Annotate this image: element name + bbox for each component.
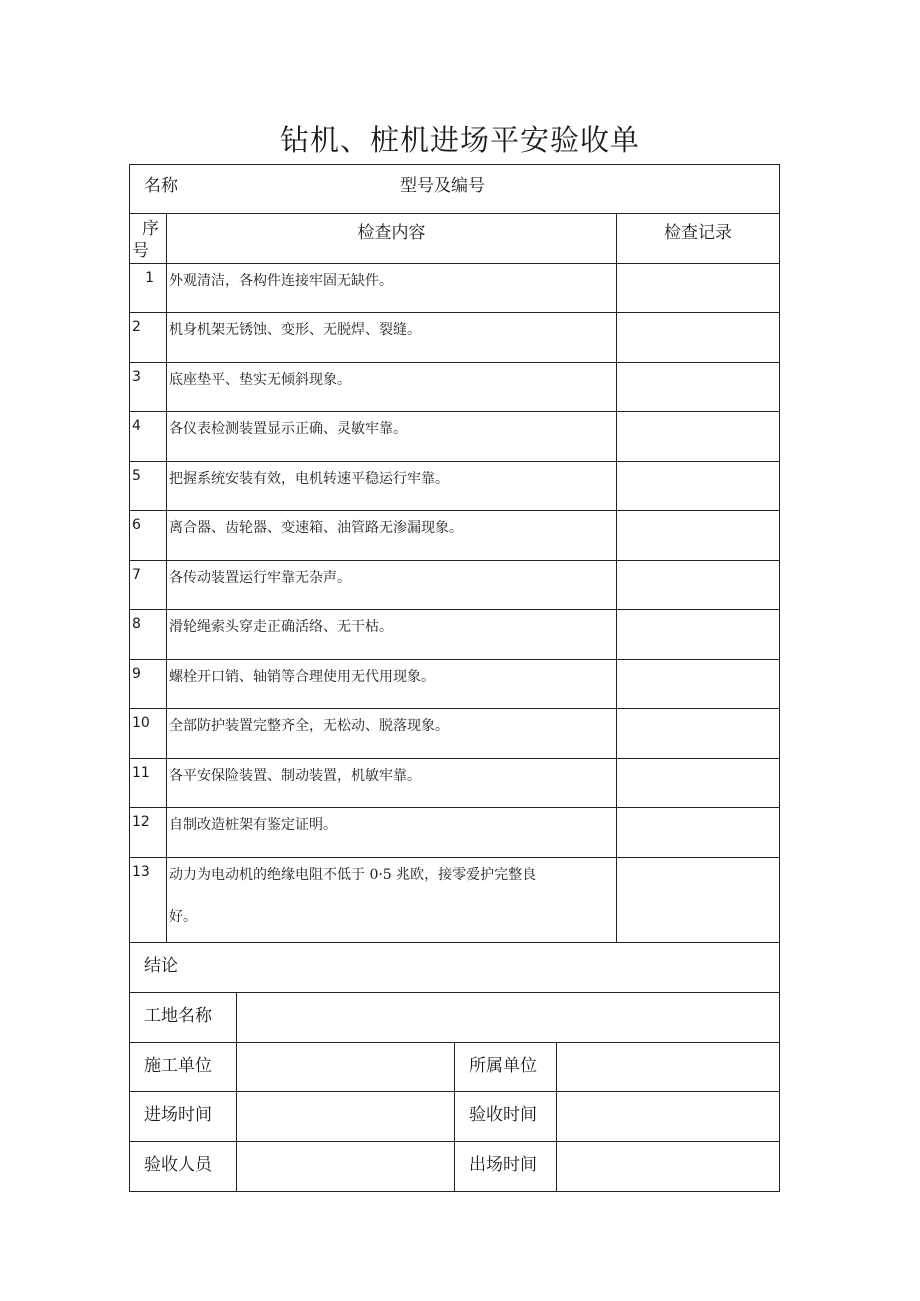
affiliated-unit-value[interactable] [557, 1043, 780, 1092]
record-cell[interactable] [617, 462, 780, 511]
exit-time-value[interactable] [557, 1142, 780, 1192]
name-model-cell[interactable] [130, 165, 780, 214]
item-content-line: 动力为电动机的绝缘电阻不低于 0·5 兆欧，接零爱护完整良 [169, 867, 537, 883]
record-header: 检查记录 [617, 214, 780, 264]
record-cell[interactable] [617, 264, 780, 313]
record-cell[interactable] [617, 759, 780, 808]
table-row [130, 264, 780, 313]
inspection-form [129, 164, 780, 1192]
record-cell[interactable] [617, 561, 780, 610]
construction-unit-value[interactable] [237, 1043, 455, 1092]
entry-time-value[interactable] [237, 1092, 455, 1142]
unit-row [130, 1043, 780, 1092]
item-number: 11 [130, 759, 167, 808]
item-number: 13 [130, 858, 167, 943]
item-content [167, 858, 617, 943]
acceptance-time-value[interactable] [557, 1092, 780, 1142]
item-content: 机身机架无锈蚀、变形、无脱焊、裂缝。 [167, 313, 617, 363]
table-row [130, 412, 780, 462]
site-name-value[interactable] [237, 993, 780, 1043]
model-number-label: 型号及编号 [400, 176, 485, 196]
content-header: 检查内容 [167, 214, 617, 264]
conclusion-label: 结论 [144, 956, 178, 976]
table-row [130, 610, 780, 660]
conclusion-row [130, 943, 780, 993]
item-content: 各传动装置运行牢靠无杂声。 [167, 561, 617, 610]
item-content-line: 好。 [169, 909, 197, 925]
item-content: 螺栓开口销、轴销等合理使用无代用现象。 [167, 660, 617, 709]
item-number: 8 [130, 610, 167, 660]
item-content: 底座垫平、垫实无倾斜现象。 [167, 363, 617, 412]
record-cell[interactable] [617, 412, 780, 462]
acceptance-time-label: 验收时间 [455, 1092, 557, 1142]
record-cell[interactable] [617, 363, 780, 412]
item-content: 各平安保险装置、制动装置，机敏牢靠。 [167, 759, 617, 808]
exit-time-label: 出场时间 [455, 1142, 557, 1192]
table-row [130, 709, 780, 759]
name-label: 名称 [144, 176, 178, 196]
item-number: 9 [130, 660, 167, 709]
conclusion-cell[interactable] [130, 943, 780, 993]
affiliated-unit-label: 所属单位 [455, 1043, 557, 1092]
record-cell[interactable] [617, 660, 780, 709]
site-name-row [130, 993, 780, 1043]
item-number: 5 [130, 462, 167, 511]
item-number: 3 [130, 363, 167, 412]
seq-header: 序 号 [130, 214, 167, 264]
table-row [130, 363, 780, 412]
record-cell[interactable] [617, 610, 780, 660]
inspector-value[interactable] [237, 1142, 455, 1192]
name-model-row [130, 165, 780, 214]
inspector-label: 验收人员 [130, 1142, 237, 1192]
table-row [130, 462, 780, 511]
table-row [130, 561, 780, 610]
item-number: 10 [130, 709, 167, 759]
table-row [130, 858, 780, 943]
record-cell[interactable] [617, 313, 780, 363]
record-cell[interactable] [617, 808, 780, 858]
item-number: 2 [130, 313, 167, 363]
record-cell[interactable] [617, 511, 780, 561]
item-number: 7 [130, 561, 167, 610]
item-number: 12 [130, 808, 167, 858]
item-content: 离合器、齿轮器、变速箱、油管路无渗漏现象。 [167, 511, 617, 561]
item-number: 4 [130, 412, 167, 462]
item-content: 滑轮绳索头穿走正确活络、无干枯。 [167, 610, 617, 660]
site-name-label: 工地名称 [130, 993, 237, 1043]
item-content: 把握系统安装有效，电机转速平稳运行牢靠。 [167, 462, 617, 511]
item-number: 6 [130, 511, 167, 561]
table-row [130, 313, 780, 363]
table-row [130, 759, 780, 808]
item-content: 外观清洁，各构件连接牢固无缺件。 [167, 264, 617, 313]
inspector-row [130, 1142, 780, 1192]
construction-unit-label: 施工单位 [130, 1043, 237, 1092]
item-content: 全部防护装置完整齐全，无松动、脱落现象。 [167, 709, 617, 759]
item-content: 自制改造桩架有鉴定证明。 [167, 808, 617, 858]
item-content: 各仪表检测装置显示正确、灵敏牢靠。 [167, 412, 617, 462]
record-cell[interactable] [617, 709, 780, 759]
table-row [130, 511, 780, 561]
time-row [130, 1092, 780, 1142]
column-header-row [130, 214, 780, 264]
record-cell[interactable] [617, 858, 780, 943]
item-number: 1 [130, 264, 167, 313]
entry-time-label: 进场时间 [130, 1092, 237, 1142]
page-title: 钻机、桩机进场平安验收单 [279, 123, 640, 157]
table-row [130, 808, 780, 858]
table-row [130, 660, 780, 709]
